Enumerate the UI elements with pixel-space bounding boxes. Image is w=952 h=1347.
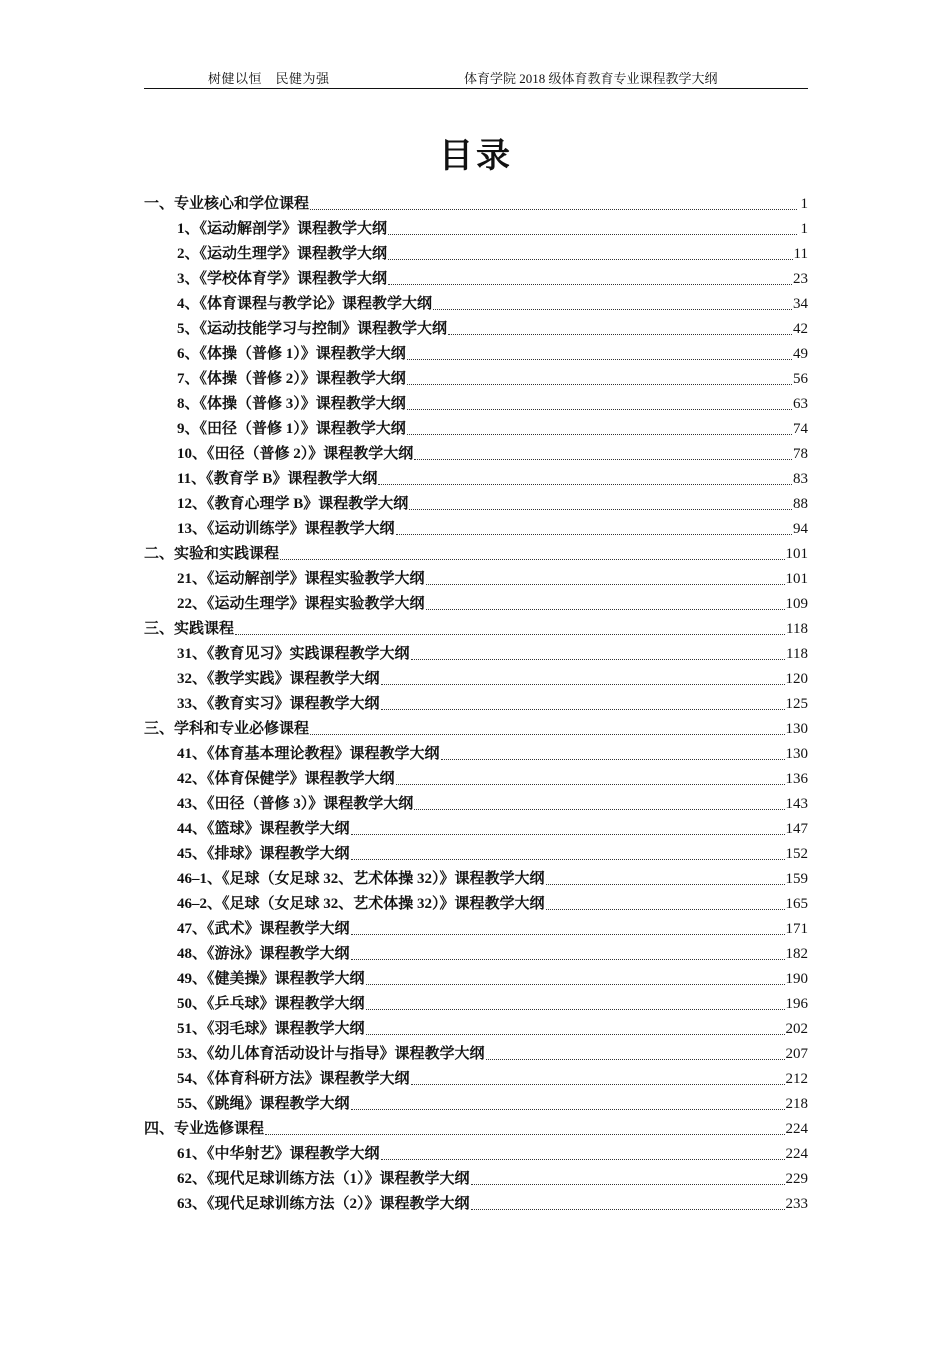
- toc-page-number: 94: [793, 521, 808, 537]
- toc-entry-label: 44、《篮球》课程教学大纲: [177, 821, 350, 837]
- toc-entry[interactable]: [144, 1067, 808, 1092]
- dot-leader: [351, 833, 785, 835]
- toc-entry-label: 4、《体育课程与教学论》课程教学大纲: [177, 296, 433, 312]
- toc-page-number: 118: [786, 621, 808, 637]
- toc-entry-label: 2、《运动生理学》课程教学大纲: [177, 246, 388, 262]
- dot-leader: [388, 233, 797, 235]
- toc-entry-label: 53、《幼儿体育活动设计与指导》课程教学大纲: [177, 1046, 485, 1062]
- toc-entry-label: 54、《体育科研方法》课程教学大纲: [177, 1071, 410, 1087]
- toc-entry[interactable]: [144, 767, 808, 792]
- toc-entry-label: 51、《羽毛球》课程教学大纲: [177, 1021, 365, 1037]
- toc-section[interactable]: [144, 542, 808, 567]
- toc-page-number: 109: [785, 596, 808, 612]
- toc-entry[interactable]: [144, 1167, 808, 1192]
- dot-leader: [366, 983, 785, 985]
- toc-entry[interactable]: [144, 517, 808, 542]
- toc-entry-label: 5、《运动技能学习与控制》课程教学大纲: [177, 321, 448, 337]
- toc-entry-label: 41、《体育基本理论教程》课程教学大纲: [177, 746, 440, 762]
- dot-leader: [235, 633, 785, 635]
- toc-entry-label: 45、《排球》课程教学大纲: [177, 846, 350, 862]
- toc-entry-label: 62、《现代足球训练方法（1）》课程教学大纲: [177, 1171, 470, 1187]
- dot-leader: [351, 958, 785, 960]
- dot-leader: [471, 1183, 785, 1185]
- toc-page-number: 212: [785, 1071, 808, 1087]
- toc-entry-label: 55、《跳绳》课程教学大纲: [177, 1096, 350, 1112]
- toc-entry[interactable]: [144, 1017, 808, 1042]
- toc-page-number: 34: [793, 296, 808, 312]
- page-header: [144, 66, 808, 89]
- toc-entry[interactable]: [144, 917, 808, 942]
- table-of-contents: [144, 192, 808, 1217]
- toc-entry[interactable]: [144, 1142, 808, 1167]
- toc-entry[interactable]: [144, 217, 808, 242]
- toc-entry[interactable]: [144, 667, 808, 692]
- toc-page-number: 152: [785, 846, 808, 862]
- toc-entry-label: 一、专业核心和学位课程: [144, 196, 310, 212]
- toc-section[interactable]: [144, 192, 808, 217]
- toc-entry-label: 42、《体育保健学》课程教学大纲: [177, 771, 395, 787]
- dot-leader: [407, 358, 792, 360]
- page-title: 目录: [439, 138, 513, 175]
- toc-entry-label: 31、《教育见习》实践课程教学大纲: [177, 646, 410, 662]
- dot-leader: [351, 933, 785, 935]
- toc-page-number: 49: [793, 346, 808, 362]
- toc-entry[interactable]: [144, 742, 808, 767]
- toc-entry[interactable]: [144, 817, 808, 842]
- toc-section[interactable]: [144, 1117, 808, 1142]
- dot-leader: [426, 583, 785, 585]
- toc-entry-label: 1、《运动解剖学》课程教学大纲: [177, 221, 388, 237]
- toc-entry-label: 3、《学校体育学》课程教学大纲: [177, 271, 388, 287]
- toc-page-number: 118: [786, 646, 808, 662]
- dot-leader: [411, 1083, 785, 1085]
- toc-entry-label: 49、《健美操》课程教学大纲: [177, 971, 365, 987]
- toc-entry-label: 三、实践课程: [144, 621, 235, 637]
- toc-page-number: 78: [793, 446, 808, 462]
- toc-page-number: 202: [785, 1021, 808, 1037]
- toc-entry[interactable]: [144, 1192, 808, 1217]
- dot-leader: [310, 208, 797, 210]
- dot-leader: [414, 458, 792, 460]
- toc-page-number: 147: [785, 821, 808, 837]
- toc-entry[interactable]: [144, 292, 808, 317]
- header-document-title: 体育学院 2018 级体育教育专业课程教学大纲: [464, 71, 718, 86]
- toc-page-number: 218: [785, 1096, 808, 1112]
- toc-entry-label: 21、《运动解剖学》课程实验教学大纲: [177, 571, 425, 587]
- toc-entry[interactable]: [144, 992, 808, 1017]
- toc-page-number: 56: [793, 371, 808, 387]
- dot-leader: [433, 308, 792, 310]
- toc-section[interactable]: [144, 617, 808, 642]
- toc-page-number: 130: [785, 746, 808, 762]
- toc-entry[interactable]: [144, 492, 808, 517]
- dot-leader: [381, 708, 785, 710]
- toc-page-number: 224: [785, 1146, 808, 1162]
- toc-entry[interactable]: [144, 317, 808, 342]
- dot-leader: [310, 733, 784, 735]
- toc-entry[interactable]: [144, 642, 808, 667]
- toc-page-number: 23: [793, 271, 808, 287]
- dot-leader: [486, 1058, 785, 1060]
- toc-entry[interactable]: [144, 867, 808, 892]
- toc-page-number: 101: [785, 546, 808, 562]
- toc-entry-label: 50、《乒乓球》课程教学大纲: [177, 996, 365, 1012]
- toc-entry-label: 47、《武术》课程教学大纲: [177, 921, 350, 937]
- toc-entry-label: 46–2、《足球（女足球 32、艺术体操 32）》课程教学大纲: [177, 896, 545, 912]
- toc-page-number: 101: [785, 571, 808, 587]
- toc-entry-label: 6、《体操（普修 1）》课程教学大纲: [177, 346, 406, 362]
- toc-entry[interactable]: [144, 567, 808, 592]
- toc-entry[interactable]: [144, 242, 808, 267]
- toc-page-number: 165: [785, 896, 808, 912]
- toc-entry-label: 22、《运动生理学》课程实验教学大纲: [177, 596, 425, 612]
- toc-page-number: 233: [785, 1196, 808, 1212]
- dot-leader: [381, 1158, 785, 1160]
- toc-entry[interactable]: [144, 342, 808, 367]
- toc-page-number: 88: [793, 496, 808, 512]
- toc-entry-label: 48、《游泳》课程教学大纲: [177, 946, 350, 962]
- toc-entry[interactable]: [144, 367, 808, 392]
- dot-leader: [546, 883, 785, 885]
- toc-page-number: 182: [785, 946, 808, 962]
- dot-leader: [381, 683, 785, 685]
- dot-leader: [388, 258, 793, 260]
- toc-page-number: 125: [785, 696, 808, 712]
- toc-page-number: 63: [793, 396, 808, 412]
- toc-entry-label: 63、《现代足球训练方法（2）》课程教学大纲: [177, 1196, 470, 1212]
- toc-entry[interactable]: [144, 792, 808, 817]
- toc-entry-label: 四、专业选修课程: [144, 1121, 265, 1137]
- dot-leader: [407, 383, 792, 385]
- toc-entry-label: 46–1、《足球（女足球 32、艺术体操 32）》课程教学大纲: [177, 871, 545, 887]
- toc-page-number: 143: [785, 796, 808, 812]
- toc-page-number: 83: [793, 471, 808, 487]
- toc-entry[interactable]: [144, 842, 808, 867]
- toc-page-number: 130: [785, 721, 808, 737]
- toc-entry[interactable]: [144, 442, 808, 467]
- toc-page-number: 1: [800, 221, 808, 237]
- toc-section[interactable]: [144, 717, 808, 742]
- dot-leader: [351, 1108, 785, 1110]
- toc-page-number: 74: [793, 421, 808, 437]
- toc-entry-label: 7、《体操（普修 2）》课程教学大纲: [177, 371, 406, 387]
- dot-leader: [546, 908, 785, 910]
- toc-entry[interactable]: [144, 1042, 808, 1067]
- toc-entry-label: 33、《教育实习》课程教学大纲: [177, 696, 380, 712]
- toc-page-number: 159: [785, 871, 808, 887]
- toc-entry-label: 11、《教育学 B》课程教学大纲: [177, 471, 378, 487]
- dot-leader: [407, 433, 792, 435]
- toc-entry[interactable]: [144, 967, 808, 992]
- toc-entry[interactable]: [144, 692, 808, 717]
- dot-leader: [448, 333, 792, 335]
- toc-entry-label: 32、《教学实践》课程教学大纲: [177, 671, 380, 687]
- toc-page-number: 11: [793, 246, 808, 262]
- toc-page-number: 171: [785, 921, 808, 937]
- toc-entry[interactable]: [144, 1092, 808, 1117]
- header-motto: 树健以恒 民健为强: [208, 71, 330, 86]
- toc-entry-label: 12、《教育心理学 B》课程教学大纲: [177, 496, 409, 512]
- toc-entry-label: 8、《体操（普修 3）》课程教学大纲: [177, 396, 406, 412]
- toc-page-number: 207: [785, 1046, 808, 1062]
- dot-leader: [426, 608, 785, 610]
- toc-entry[interactable]: [144, 942, 808, 967]
- toc-entry-label: 43、《田径（普修 3）》课程教学大纲: [177, 796, 414, 812]
- toc-entry-label: 13、《运动训练学》课程教学大纲: [177, 521, 395, 537]
- toc-page-number: 1: [800, 196, 808, 212]
- toc-page-number: 190: [785, 971, 808, 987]
- dot-leader: [366, 1008, 785, 1010]
- toc-entry-label: 三、学科和专业必修课程: [144, 721, 310, 737]
- dot-leader: [351, 858, 785, 860]
- dot-leader: [388, 283, 792, 285]
- toc-page-number: 120: [785, 671, 808, 687]
- dot-leader: [441, 758, 785, 760]
- toc-entry-label: 61、《中华射艺》课程教学大纲: [177, 1146, 380, 1162]
- dot-leader: [280, 558, 784, 560]
- dot-leader: [396, 783, 785, 785]
- toc-entry[interactable]: [144, 267, 808, 292]
- toc-page-number: 224: [785, 1121, 808, 1137]
- toc-entry[interactable]: [144, 892, 808, 917]
- dot-leader: [414, 808, 784, 810]
- toc-entry[interactable]: [144, 592, 808, 617]
- dot-leader: [409, 508, 792, 510]
- dot-leader: [396, 533, 792, 535]
- dot-leader: [471, 1208, 785, 1210]
- toc-entry-label: 10、《田径（普修 2）》课程教学大纲: [177, 446, 414, 462]
- toc-entry-label: 9、《田径（普修 1）》课程教学大纲: [177, 421, 406, 437]
- toc-entry[interactable]: [144, 417, 808, 442]
- dot-leader: [378, 483, 792, 485]
- toc-entry[interactable]: [144, 467, 808, 492]
- dot-leader: [407, 408, 792, 410]
- toc-page-number: 136: [785, 771, 808, 787]
- dot-leader: [411, 658, 786, 660]
- toc-entry-label: 二、实验和实践课程: [144, 546, 280, 562]
- toc-entry[interactable]: [144, 392, 808, 417]
- toc-page-number: 42: [793, 321, 808, 337]
- dot-leader: [265, 1133, 784, 1135]
- dot-leader: [366, 1033, 785, 1035]
- toc-page-number: 229: [785, 1171, 808, 1187]
- toc-page-number: 196: [785, 996, 808, 1012]
